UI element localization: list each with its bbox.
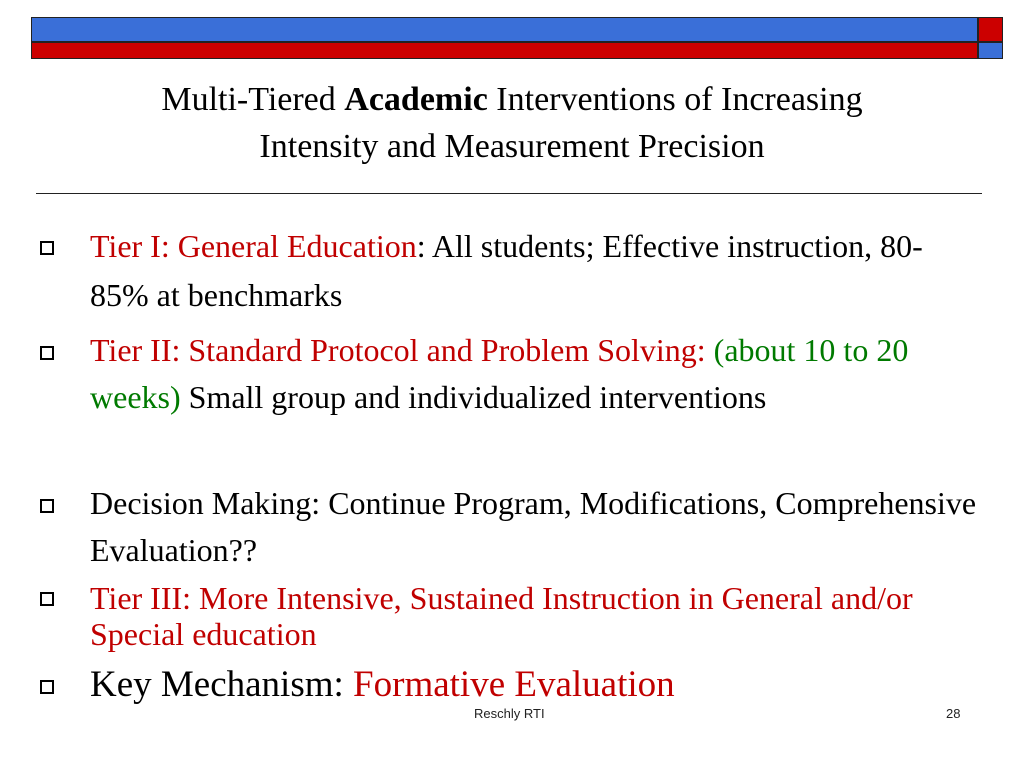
- tier-1-label: Tier I: General Education: [90, 228, 417, 264]
- tier-2-duration: (about 10 to 20 weeks): [90, 332, 909, 415]
- tier-2-text: Small group and individualized interventions: [180, 379, 767, 415]
- square-bullet-icon: [40, 241, 54, 255]
- header-corner-blue-square: [978, 42, 1003, 59]
- square-bullet-icon: [40, 346, 54, 360]
- square-bullet-icon: [40, 499, 54, 513]
- tier-3-label: Tier III: More Intensive, Sustained Instruction in General and/or Special education: [90, 580, 913, 652]
- bullet-tier-1: [90, 222, 980, 320]
- square-bullet-icon: [40, 592, 54, 606]
- title-text-bold: Academic: [344, 81, 488, 118]
- page-number: 28: [946, 706, 961, 721]
- bullet-tier-2: [90, 327, 980, 421]
- title-text-pre: Multi-Tiered: [161, 81, 345, 118]
- title-text-line2: Intensity and Measurement Precision: [259, 128, 765, 165]
- key-mechanism-label: Key Mechanism:: [90, 664, 354, 705]
- bullet-tier-3: [90, 580, 980, 652]
- tier-2-label: Tier II: Standard Protocol and Problem Solving:: [90, 332, 714, 368]
- footer-label: Reschly RTI: [474, 706, 545, 721]
- key-mechanism-value: Formative Evaluation: [353, 664, 675, 705]
- title-text-post: Interventions of Increasing: [487, 81, 863, 118]
- tier-1-text: : All students; Effective instruction, 80-85% at benchmarks: [90, 228, 923, 313]
- bullet-key-mechanism: [90, 662, 980, 708]
- slide-title: [60, 76, 964, 170]
- decision-making-text: Decision Making: Continue Program, Modifications, Comprehensive Evaluation??: [90, 485, 977, 568]
- header-blue-band: [31, 17, 978, 42]
- header-corner-red-square: [978, 17, 1003, 42]
- square-bullet-icon: [40, 680, 54, 694]
- bullet-decision-making: [90, 480, 980, 574]
- title-divider: [36, 193, 982, 194]
- header-red-band: [31, 42, 978, 59]
